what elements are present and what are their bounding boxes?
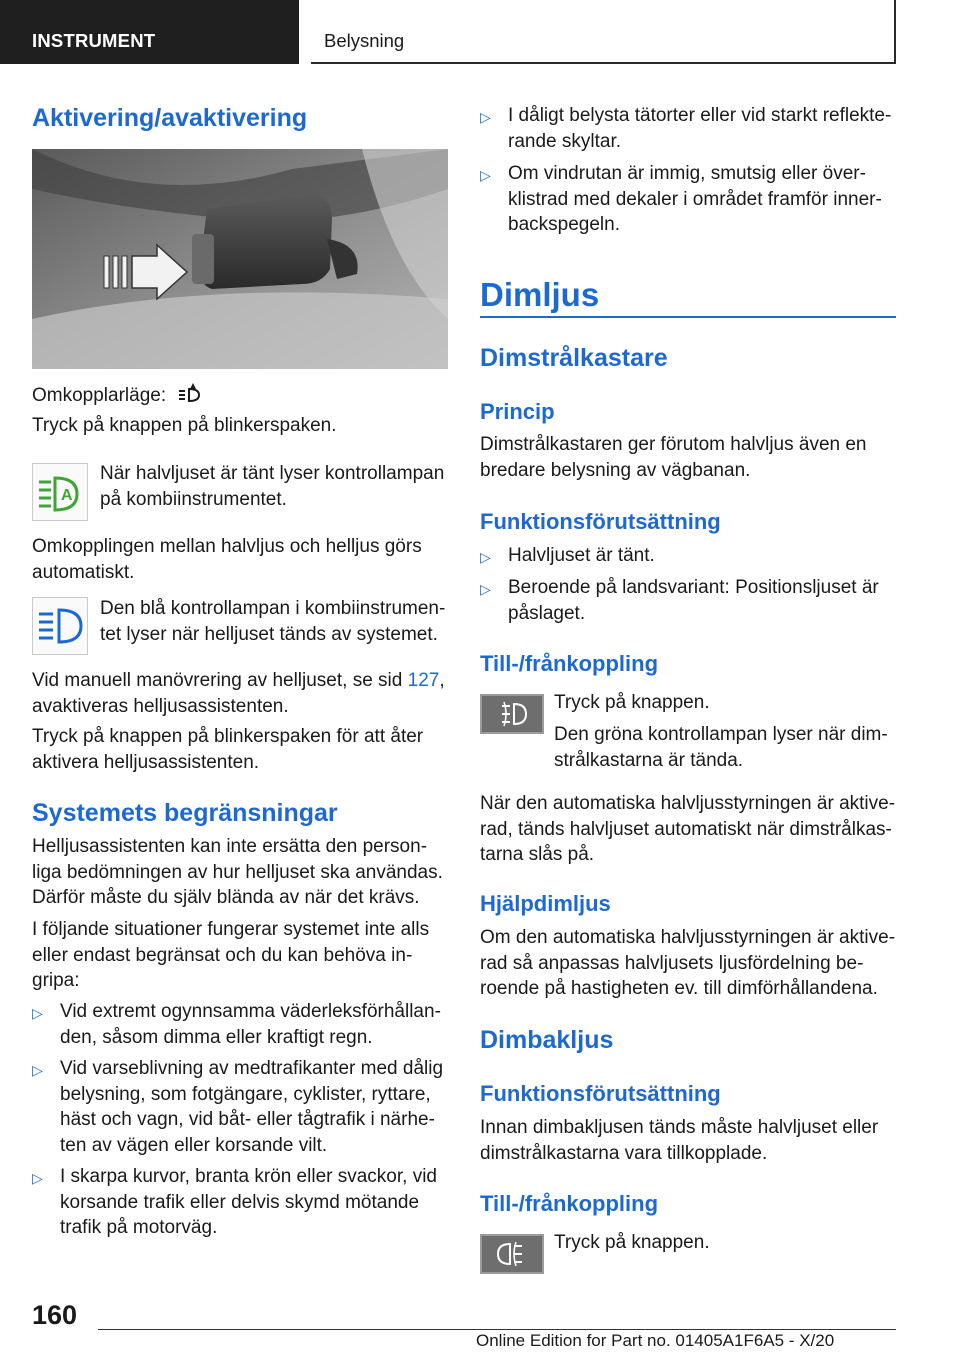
heading-prerequisite-2: Funktionsförutsättning — [480, 1081, 721, 1106]
green-fog-text-1 — [554, 722, 896, 773]
list-item-text: Vid varseblivning av medtrafikanter med dålig belysning, som fotgängare, cyklister, ryttare, häst och vagn, vid båt- eller tågtrafik i närheten av vägen eller korsande vilt. — [60, 1058, 444, 1156]
list-item — [480, 575, 896, 626]
blue-indicator-box — [32, 597, 88, 655]
heading-fog-lights: Dimljus — [480, 276, 600, 313]
list-item — [32, 1164, 448, 1241]
list-item — [32, 999, 448, 1050]
header-section-tab — [0, 0, 299, 64]
manual-post: , avaktiveras helljusassistenten. — [32, 670, 445, 717]
press-button-text: Tryck på knappen. — [554, 692, 710, 713]
bullet-triangle-icon: ▷ — [480, 109, 491, 125]
reactivate-text: Tryck på knappen på blinkerspaken för att åter aktivera helljusassistenten. — [32, 726, 424, 773]
high-beam-assist-icon — [177, 381, 203, 405]
heading-on-off-2: Till-/frånkoppling — [480, 1191, 659, 1216]
manual-pre: Vid manuell manövrering av helljuset, se sid — [32, 670, 408, 691]
green-indicator-box — [32, 463, 88, 521]
auto-switch-text: Omkopplingen mellan halvljus och helljus görs automatiskt. — [32, 536, 422, 583]
list-item-text: I skarpa kurvor, branta krön eller svackor, vid korsande trafik eller delvis skymd mötande trafik på motorväg. — [60, 1166, 437, 1238]
page-ref-link[interactable]: 127 — [407, 670, 440, 691]
press-button-text-2: Tryck på knappen. — [554, 1232, 710, 1253]
heading-activation: Aktivering/avaktivering — [32, 104, 308, 132]
heading-prerequisite: Funktionsförutsättning — [480, 509, 721, 534]
bullet-triangle-icon: ▷ — [480, 581, 491, 597]
auto-fog-text: När den automatiska halvljusstyrningen är aktiverad, tänds halvljuset automatiskt när dimstrålkastarna slås på. — [480, 793, 896, 865]
aux-fog-text: Om den automatiska halvljusstyrningen är aktiverad så anpassas halvljusets ljusfördelning beroende på hastigheten ev. till dimförhållandena. — [480, 927, 896, 999]
bullet-triangle-icon: ▷ — [480, 549, 491, 565]
limits-paragraph-2: I följande situationer fungerar systemet inte alls eller endast begränsat och du kan behöva ingripa: — [32, 919, 430, 991]
low-beam-assist-indicator-icon — [33, 464, 87, 520]
blue-lamp-text: Den blå kontrollampan i kombiinstrumentet lyser när helljuset tänds av systemet. — [100, 598, 446, 645]
heading-on-off: Till-/frånkoppling — [480, 651, 659, 676]
green-fog-text: Den gröna kontrollampan lyser när dimstrålkastarna är tända. — [554, 724, 888, 771]
front-fog-button-box — [480, 694, 544, 734]
principle-text: Dimstrålkastaren ger förutom halvljus även en bredare belysning av vägbanan. — [480, 434, 867, 481]
heading-aux-fog: Hjälpdimljus — [480, 891, 611, 916]
list-item-text: Vid extremt ogynnsamma väderleksförhållanden, såsom dimma eller kraftigt regn. — [60, 1001, 441, 1048]
turn-signal-lever-illustration — [32, 149, 448, 369]
header-chapter-tab — [311, 0, 896, 64]
bullet-triangle-icon: ▷ — [32, 1005, 43, 1021]
bullet-triangle-icon: ▷ — [480, 167, 491, 183]
svg-text:A: A — [61, 487, 73, 504]
manual-operation-text — [32, 668, 448, 719]
rear-fog-light-icon — [482, 1236, 542, 1272]
list-item-text: Halvljuset är tänt. — [508, 545, 655, 566]
list-item — [480, 161, 896, 238]
green-lamp-text: När halvljuset är tänt lyser kontrollampan på kombiinstrumentet. — [100, 463, 445, 510]
front-fog-light-icon — [482, 696, 542, 732]
press-lever-text: Tryck på knappen på blinkerspaken. — [32, 415, 337, 436]
high-beam-indicator-icon — [33, 598, 87, 654]
switch-position-line — [32, 381, 203, 409]
heading-rear-fog: Dimbakljus — [480, 1026, 614, 1054]
bullet-triangle-icon: ▷ — [32, 1062, 43, 1078]
limits-paragraph-1: Helljusassistenten kan inte ersätta den personliga bedömningen av hur helljuset ska användas. Därför måste du själv blända av när det krävs. — [32, 836, 443, 908]
list-item — [480, 543, 896, 569]
list-item — [480, 103, 896, 154]
section-rule — [480, 316, 896, 318]
list-item-text: Beroende på landsvariant: Positionsljuset är påslaget. — [508, 577, 879, 624]
switch-position-label: Omkopplarläge: — [32, 385, 167, 406]
page-number: 160 — [32, 1300, 78, 1330]
list-item-text: Om vindrutan är immig, smutsig eller överklistrad med dekaler i området framför innerbackspegeln. — [508, 163, 882, 235]
heading-limits: Systemets begränsningar — [32, 799, 338, 827]
header-section-label: INSTRUMENT — [32, 30, 156, 51]
list-item-text: I dåligt belysta tätorter eller vid starkt reflekterande skyltar. — [508, 105, 892, 152]
bullet-triangle-icon: ▷ — [32, 1170, 43, 1186]
rear-fog-button-box — [480, 1234, 544, 1274]
rear-fog-text: Innan dimbakljusen tänds måste halvljuset eller dimstrålkastarna vara tillkopplade. — [480, 1117, 879, 1164]
footer-edition: Online Edition for Part no. 01405A1F6A5 - X/20 — [476, 1331, 835, 1350]
list-item — [32, 1056, 448, 1158]
header-chapter-label: Belysning — [324, 30, 405, 51]
heading-principle: Princip — [480, 399, 555, 424]
heading-front-fog: Dimstrålkastare — [480, 344, 668, 372]
footer-rule — [98, 1329, 896, 1330]
